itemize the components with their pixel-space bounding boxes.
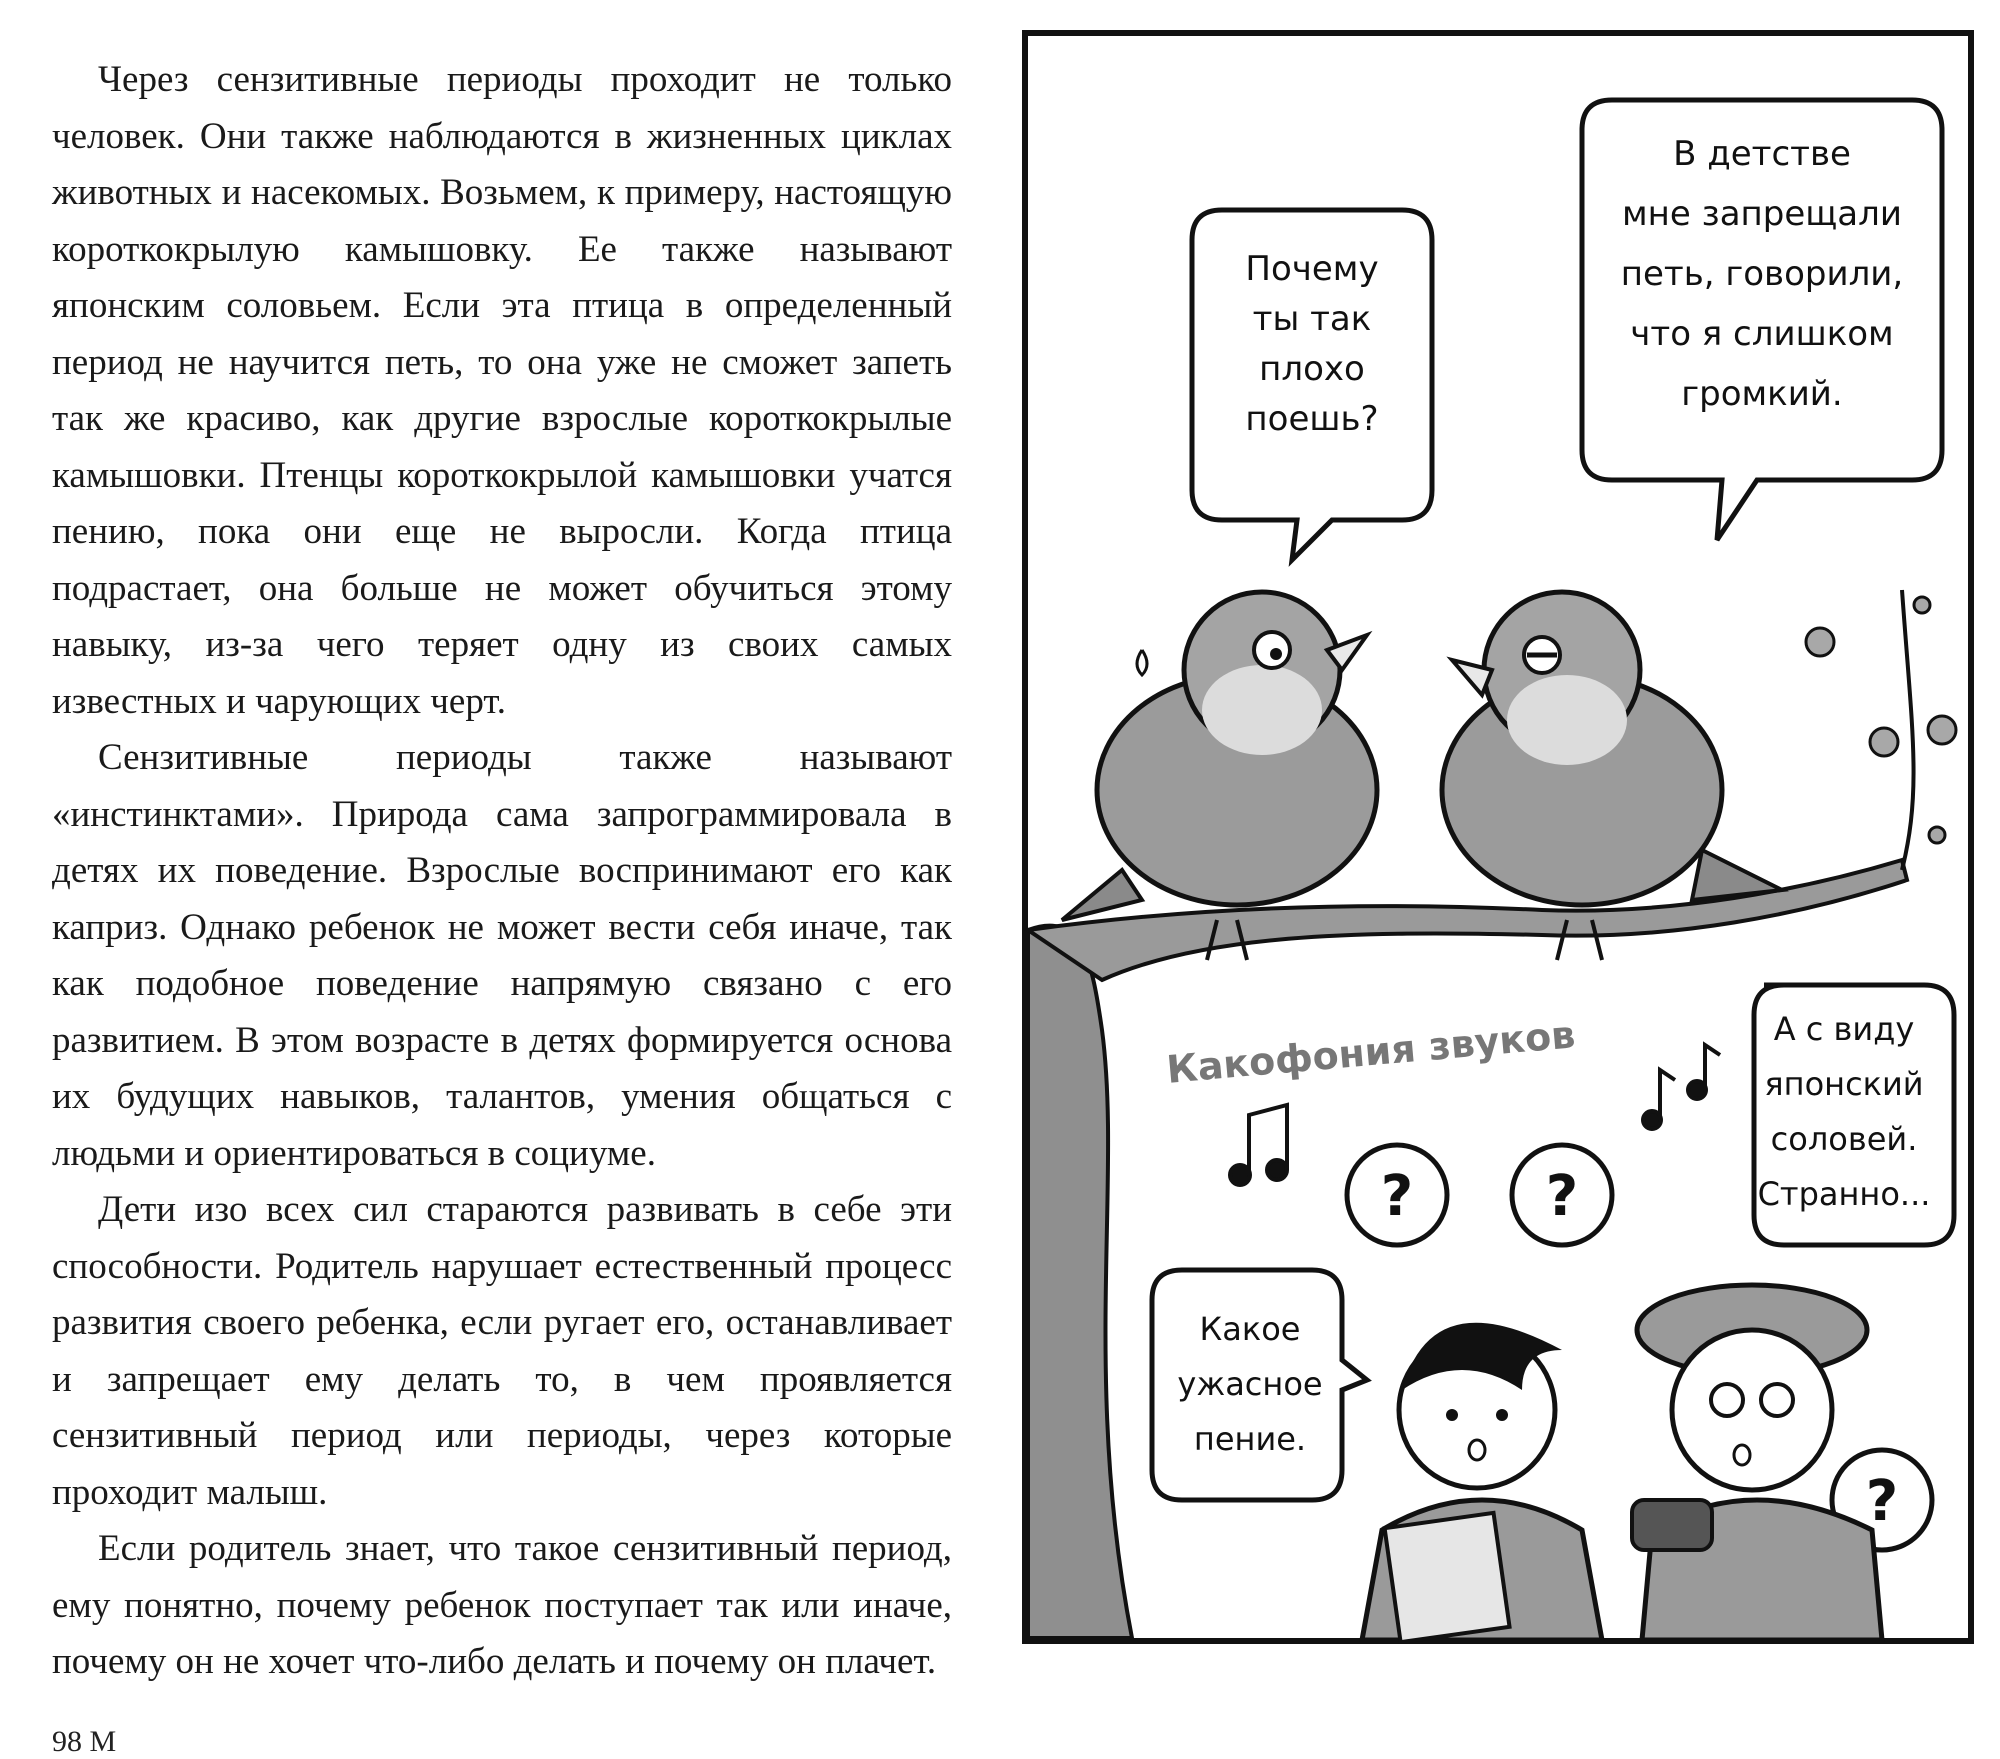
- paragraph-1: Через сензитивные периоды проходит не только человек. Они также наблюдаются в жизненных циклах животных и насекомых. Возьмем, к примеру, настоящую короткокрылую камышовку. Ее также называют японским соловьем. Если эта птица в определенный период не научится петь, то она уже не сможет запеть так же красиво, как другие взрослые короткокрылые камышовки. Птенцы короткокрылой камышовки учатся пению, пока они еще не выросли. Когда птица подрастает, она больше не может обучиться этому навыку, из-за чего теряет одну из своих самых известных и чарующих черт.: [52, 59, 952, 722]
- bubble-right-bird-line-5: громкий.: [1681, 374, 1843, 414]
- speech-bubble-right-bird: [1582, 100, 1942, 540]
- body-text: [52, 52, 952, 1691]
- comic-illustration: [1022, 30, 1974, 1644]
- bubble-right-bird-line-3: петь, говорили,: [1620, 254, 1904, 294]
- bubble-right-person-line-4: Странно...: [1757, 1175, 1931, 1213]
- bubble-right-person-line-2: японский: [1764, 1065, 1924, 1103]
- paragraph-2: Сензитивные периоды также называют «инстинктами». Природа сама запрограммировала в детях их поведение. Взрослые воспринимают его как каприз. Однако ребенок не может вести себя иначе, так как подобное поведение напрямую связано с его развитием. В этом возрасте в детях формируется основа их будущих навыков, талантов, умения общаться с людьми и ориентироваться в социуме.: [52, 737, 952, 1174]
- comic-svg: [1022, 30, 1974, 1644]
- page-footer: 98 М: [52, 1725, 117, 1758]
- bubble-right-bird-line-1: В детстве: [1673, 134, 1851, 174]
- comic-caption: Какофония звуков: [1164, 1012, 1577, 1092]
- bubble-left-bird-line-4: поешь?: [1245, 399, 1379, 439]
- question-mark-3: ?: [1865, 1469, 1899, 1534]
- bubble-left-bird-line-1: Почему: [1245, 249, 1379, 289]
- paragraph-4: Если родитель знает, что такое сензитивный период, ему понятно, почему ребенок поступает так или иначе, почему он не хочет что-либо делать и почему он плачет.: [52, 1528, 952, 1682]
- bubble-left-bird-line-2: ты так: [1252, 299, 1372, 339]
- bubble-right-bird-line-2: мне запрещали: [1622, 194, 1902, 234]
- question-mark-2: ?: [1545, 1164, 1579, 1229]
- question-mark-1: ?: [1380, 1164, 1414, 1229]
- bubble-right-person-line-1: А с виду: [1773, 1010, 1915, 1048]
- speech-bubble-right-person: [1754, 985, 1954, 1245]
- bubble-right-person-line-3: соловей.: [1770, 1120, 1918, 1158]
- bubble-left-person-line-2: ужасное: [1177, 1365, 1323, 1403]
- speech-bubble-left-person: [1152, 1270, 1367, 1500]
- paragraph-3: Дети изо всех сил стараются развивать в себе эти способности. Родитель нарушает естественный процесс развития своего ребенка, если ругает его, останавливает и запрещает ему делать то, в чем проявляется сензитивный период или периоды, через которые проходит малыш.: [52, 1189, 952, 1513]
- question-bubble-2: [1512, 1145, 1612, 1245]
- bubble-left-bird-line-3: плохо: [1259, 349, 1365, 389]
- bubble-right-bird-line-4: что я слишком: [1630, 314, 1894, 354]
- bubble-left-person-line-1: Какое: [1199, 1310, 1301, 1348]
- camera-icon: [1632, 1500, 1712, 1550]
- question-bubble-1: [1347, 1145, 1447, 1245]
- speech-bubble-left-bird: [1192, 210, 1432, 560]
- bubble-left-person-line-3: пение.: [1193, 1420, 1307, 1458]
